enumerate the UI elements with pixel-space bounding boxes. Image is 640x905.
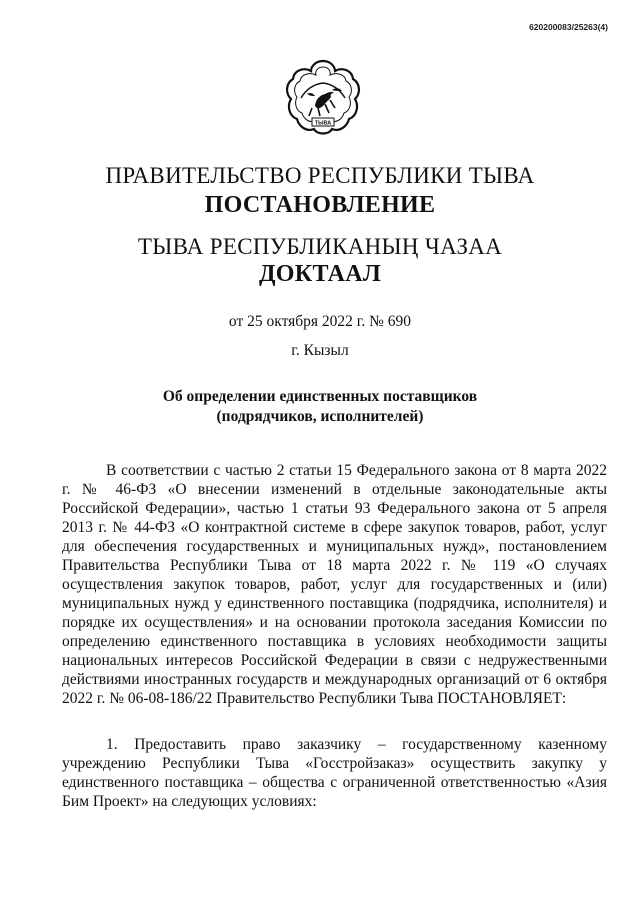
government-title-tyv: ТЫВА РЕСПУБЛИКАНЫҢ ЧАЗАА [137, 234, 503, 259]
preamble-paragraph [62, 461, 607, 708]
document-date-number: от 25 октября 2022 г. № 690 [228, 313, 412, 330]
document-subject [0, 387, 640, 427]
clause-1-paragraph [62, 735, 607, 811]
document-type-ru: ПОСТАНОВЛЕНИЕ [204, 192, 436, 218]
subject-line-1: Об определении единственных поставщиков [162, 388, 478, 405]
paragraph-text: 1. Предоставить право заказчику – государственному казенному учреждению Республики Тыва «Госстройзаказ» осуществить закупку у единственного поставщика – общества с ограниченной ответственностью «Азия Бим Проект» на следующих условиях: [62, 736, 607, 810]
subject-line-2: (подрядчиков, исполнителей) [216, 408, 424, 425]
document-type-tyv: ДОКТААЛ [258, 261, 382, 287]
government-title-ru: ПРАВИТЕЛЬСТВО РЕСПУБЛИКИ ТЫВА [105, 163, 535, 188]
document-code: 620200083/25263(4) [529, 22, 608, 32]
document-city: г. Кызыл [291, 342, 349, 359]
tuva-emblem-icon [285, 58, 361, 140]
svg-text:ТЫВА: ТЫВА [314, 120, 332, 127]
paragraph-text: В соответствии с частью 2 статьи 15 Федерального закона от 8 марта 2022 г. № 46-ФЗ «О внесении изменений в отдельные законодательные акты Российской Федерации», частью 1 статьи 93 Федерального закона от 5 апреля 2013 г. № 44-ФЗ «О контрактной системе в сфере закупок товаров, работ, услуг для обеспечения государственных и муниципальных нужд», постановлением Правительства Республики Тыва от 18 марта 2022 г. № 119 «О случаях осуществления закупок товаров, работ, услуг для государственных и (или) муниципальных нужд у единственного поставщика (подрядчика, исполнителя) и порядке их осуществления» и на основании протокола заседания Комиссии по определению единственного поставщика в условиях необходимости защиты национальных интересов Российской Федерации в связи с недружественными действиями иностранных государств и международных организаций от 6 октября 2022 г. № 06-08-186/22 Правительство Республики Тыва ПОСТАНОВЛЯЕТ: [62, 462, 607, 707]
